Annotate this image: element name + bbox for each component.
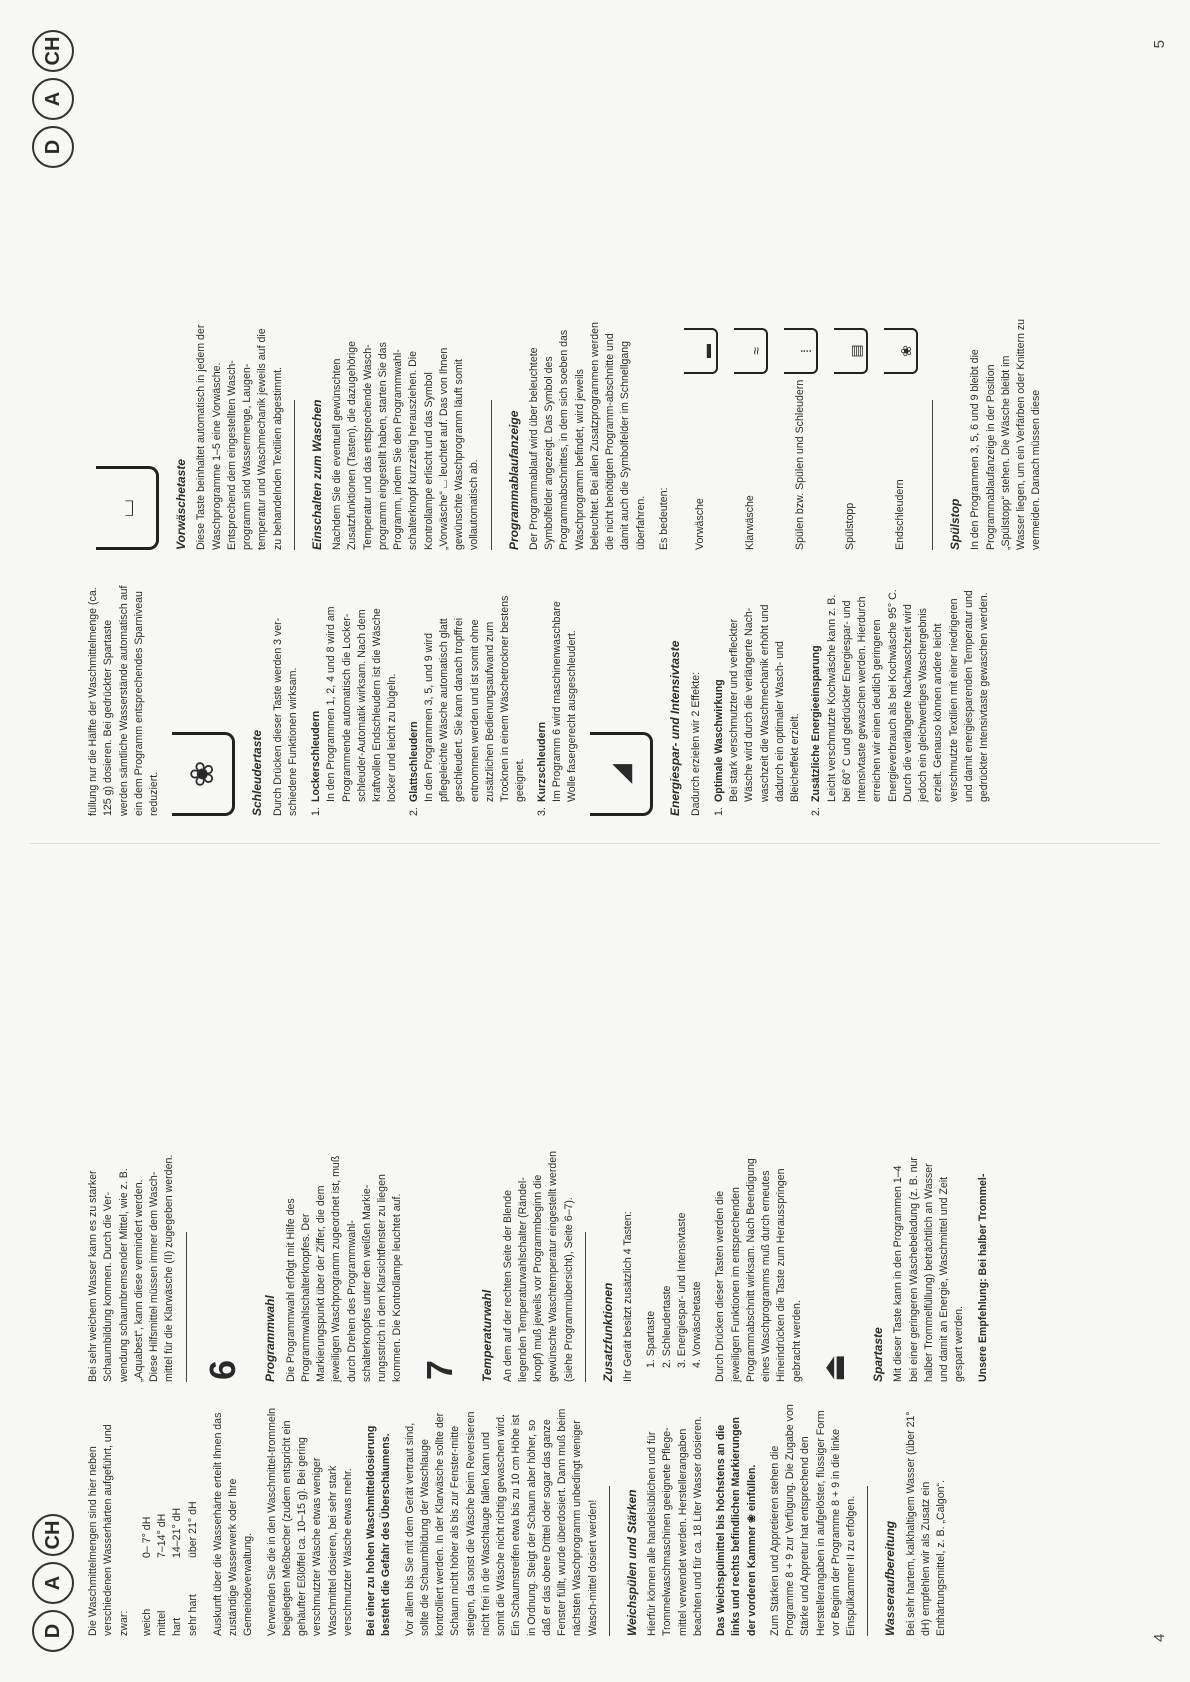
- hardness-value: 0– 7° dH: [140, 1516, 153, 1558]
- effect-list: [712, 584, 993, 816]
- heading-vorwaeschetaste: Vorwäschetaste: [174, 459, 188, 550]
- hardness-label: weich: [140, 1608, 153, 1636]
- paragraph: Durch Drücken dieser Tasten werden die jeweiligen Funktionen im entsprechenden Programmabschnitt wirksam. Nach Beendigung eines Waschprogramms muß durch erneutes Hineindrücken die Taste zum Herausspringen gebracht werden.: [714, 1158, 803, 1382]
- list-item: [407, 584, 529, 816]
- list-item: [309, 584, 401, 816]
- paragraph: Es bedeuten:: [657, 487, 670, 550]
- item-number: 2.: [407, 807, 420, 816]
- paragraph: Nachdem Sie die eventuell gewünschten Zusatzfunktionen (Tasten), die dazugehörige Temperatur und das entsprechende Wasch-programm eingestellt haben, starten Sie das Programm, indem Sie den Programmwahl-schalterknopf kurzzeitig herausziehen. Die Kontrollampe erlischt und das Symbol „Vorwäsche“ ⌴ leuchtet auf. Das von Ihnen gewünschte Waschprogramm läuft somit vollautomatisch ab.: [331, 340, 481, 550]
- heading-energiespar: Energiespar- und Intensivtaste: [668, 640, 683, 816]
- heading-wasseraufbereitung: Wasseraufbereitung: [883, 1520, 898, 1636]
- item-text: Bei stark verschmutzter und verfleckter Wäsche wird durch die verlängerte Nach-waschzeit die Waschmechanik erhöht und dadurch ein optimaler Wasch- und Bleicheffekt erzielt.: [728, 604, 802, 802]
- item-text: Im Programm 6 wird maschinenwaschbare Wolle fasergerecht ausgeschleudert.: [550, 601, 579, 802]
- divider: [491, 400, 492, 550]
- item-title: Lockerschleudern: [310, 710, 323, 802]
- badge-d: D: [32, 1610, 74, 1652]
- paragraph: Ihr Gerät besitzt zusätzlich 4 Tasten:: [622, 1211, 635, 1382]
- paragraph: In den Programmen 3, 5, 6 und 9 bleibt die Programmablaufanzeige in der Position „Spülstopp“ stehen. Die Wäsche bleibt im Wasser liegen, um ein Verfärben oder Knittern zu vermeiden. Danach müssen diese: [969, 318, 1043, 550]
- prewash-key-icon: ⌴: [96, 466, 159, 550]
- badge-ch: CH: [32, 1514, 74, 1556]
- rinse-stop-icon: ▤: [834, 328, 868, 374]
- hardness-value: 14–21° dH: [171, 1507, 184, 1558]
- heading-temperaturwahl: Temperaturwahl: [480, 1289, 495, 1382]
- divider: [585, 1232, 586, 1382]
- divider: [186, 1232, 187, 1382]
- symbol-legend: [684, 318, 918, 550]
- hardness-value: 7–14° dH: [156, 1513, 168, 1558]
- divider: [609, 1486, 610, 1636]
- paragraph: An dem auf der rechten Seite der Blende liegenden Temperaturwahlschalter (Rändel-knopf) muß jeweils vor Programmbeginn die gewünschte Waschtemperatur eingestellt werden (siehe Programmübersicht), Seite 6–7).: [501, 1150, 575, 1382]
- spin-key-icon: ❀: [172, 732, 235, 816]
- hardness-label: sehr hart: [186, 1594, 199, 1636]
- page-fold: [30, 843, 1160, 844]
- paragraph: Mit dieser Taste kann in den Programmen 1–4 bei einer geringeren Wäschebeladung (z. B. nur halber Trommelfüllung) beträchtlich an Wasser und damit an Energie, Waschmittel und Zeit gespart werden.: [892, 1157, 966, 1382]
- column-4: [86, 318, 1053, 550]
- paragraph: Die Programmwahl erfolgt mit Hilfe des Programmwahlschalterknopfes. Der Markierungspunkt über der Ziffer, die dem jeweiligen Waschprogramm zugeordnet ist, muß durch Drehen des Programmwahl-schalterknopfes unter den weißen Markie-rungsstrich in dem Klarsichtfenster zu liegen kommen. Die Kontrollampe leuchtet auf.: [284, 1155, 404, 1382]
- hardness-label: hart: [171, 1617, 184, 1636]
- item-text: In den Programmen 1, 2, 4 und 8 wird am Programmende automatisch die Locker-schleuder-Automatik wirksam. Nach dem kraftvollen Endschleudern ist die Wäsche locker und leicht zu bügeln.: [325, 606, 399, 802]
- spin-functions: [309, 584, 580, 816]
- key-item: 4. Vorwäschetaste: [691, 1281, 704, 1368]
- badge-ch: CH: [32, 30, 74, 72]
- item-text: Leicht verschmutzte Kochwäsche kann z. B. bei 60° C und gedrückter Energiespar- und Intensivtaste gewaschen werden. Hierdurch erreichen wir einen deutlich geringeren Energieverbrauch als bei Kochwäsche 95° C. Durch die verlängerte Nachwaschzeit wird jedoch ein gleichwertiges Waschergebnis erzielt. Genauso können andere leicht verschmutzte Textilien mit einer niedrigeren und damit energiesparenden Temperatur und gedrückter Intensivtaste gewaschen werden.: [825, 589, 991, 802]
- item-title: Optimale Waschwirkung: [712, 679, 725, 802]
- paragraph: Bei sehr hartem, kalkhaltigem Wasser (über 21° dH) empfehlen wir als Zusatz ein Enthärtungsmittel, z. B. „Calgon“.: [904, 1411, 948, 1636]
- divider: [294, 400, 295, 550]
- column-2: [86, 1150, 999, 1382]
- mainwash-icon: ≈: [734, 328, 768, 374]
- intro-text: Die Waschmittelmengen sind hier neben verschiedenen Wasserhärten aufgeführt, und zwar:: [87, 1424, 130, 1636]
- item-number: 1.: [310, 807, 323, 816]
- key-list: [644, 1150, 705, 1382]
- paragraph: Diese Taste beinhaltet automatisch in jedem der Waschprogramme 1–5 eine Vorwäsche. Entsprechend dem eingestellten Wasch-programm sind Wassermenge, Laugen-temperatur und Waschmechanik jeweils auf die zu behandelnden Textilien abgestimmt.: [195, 324, 284, 550]
- column-3: [86, 584, 1000, 816]
- item-title: Kurzschleudern: [535, 721, 548, 802]
- badge-d: D: [32, 126, 74, 168]
- legend-label: Klarwäsche: [744, 495, 757, 550]
- spartaste-icon: ⏏: [817, 1353, 851, 1382]
- key-item: 3. Energiespar- und Intensivtaste: [675, 1212, 688, 1368]
- item-number: 1.: [712, 807, 725, 816]
- list-item: [712, 584, 804, 816]
- item-number: 3.: [535, 807, 548, 816]
- item-number: 2.: [810, 807, 823, 816]
- recommendation-text: Unsere Empfehlung: Bei halber Trommel-: [976, 1173, 989, 1382]
- language-badges-left: [32, 1514, 74, 1652]
- paragraph: Dadurch erzielen wir 2 Effekte:: [689, 671, 702, 816]
- key-item: 2. Schleudertaste: [660, 1285, 673, 1368]
- divider: [932, 400, 933, 550]
- heading-weichspuelen: Weichspülen und Stärken: [624, 1489, 639, 1636]
- legend-label: Spülstopp: [844, 502, 857, 550]
- prewash-icon: ▬: [684, 328, 718, 374]
- heading-zusatzfunktionen: Zusatzfunktionen: [600, 1282, 615, 1382]
- heading-programmablaufanzeige: Programmablaufanzeige: [506, 410, 521, 550]
- hardness-value: über 21° dH: [186, 1501, 199, 1558]
- divider: [867, 1486, 868, 1636]
- paragraph: Bei sehr weichem Wasser kann es zu starker Schaumbildung kommen. Durch die Ver-wendung schaumbremsender Mittel, wie z. B. „Aquabest“, kann diese vermindert werden. Diese Hilfsmittel müssen immer dem Wasch-mittel für die Klarwäsche (II) zugegeben werden.: [87, 1154, 176, 1382]
- heading-spartaste: Spartaste: [871, 1327, 886, 1382]
- item-title: Glattschleudern: [407, 721, 420, 802]
- item-text: In den Programmen 3, 5, und 9 wird pflegeleichte Wäsche automatisch glatt geschleudert. Sie kann danach tropffrei entnommen werden und ist somit ohne zusätzlichen Bedienungsaufwand zum Trocknen in einem Wäschetrockner bestens geeignet.: [422, 595, 527, 802]
- legend-label: Spülen bzw. Spülen und Schleudern: [794, 379, 807, 550]
- heading-schleudertaste: Schleudertaste: [250, 729, 265, 816]
- rinse-icon: ⁞: [784, 328, 818, 374]
- paragraph: Verwenden Sie die in den Waschmittel-trommeln beigelegten Meßbecher (zudem entspricht ein gehäufter Eßlöffel ca. 10–15 g). Bei gering verschmutzter Wäsche etwas weniger Waschmittel dosieren, bei sehr stark verschmutzter Wäsche etwas mehr.: [265, 1407, 354, 1636]
- list-item: [809, 584, 992, 816]
- hardness-table: [140, 1404, 201, 1636]
- heading-einschalten: Einschalten zum Waschen: [309, 399, 324, 550]
- paragraph: füllung nur die Hälfte der Waschmittelmenge (ca. 125 g) dosieren. Bei gedrückter Spartaste werden sämtliche Wasserstände automatisch auf ein dem Programm entsprechendes Sparniveau reduziert.: [87, 585, 160, 816]
- heading-programmwahl: Programmwahl: [263, 1295, 278, 1382]
- page-number-right: 5: [1151, 40, 1168, 49]
- badge-a: A: [32, 78, 74, 120]
- paragraph: Hierfür können alle handelsüblichen und für Trommelwaschmaschinen geeignete Pflege-mittel verwendet werden. Herstellerangaben beachten und für ca. 18 Liter Wasser dosieren.: [646, 1416, 704, 1636]
- paragraph: Vor allem bis Sie mit dem Gerät vertraut sind, sollte die Schaumbildung der Waschlauge kontrolliert werden. In der Klarwäsche sollte der Schaum nicht höher als bis zur Fenster-mitte steigen, da sonst die Wäsche beim Reversieren nicht frei in die Waschlauge fallen kann und somit die Wäsche nicht richtig gewaschen wird. Ein Schaumstreifen etwa bis zu 10 cm Höhe ist in Ordnung. Steigt der Schaum aber höher, so daß er das obere Drittel oder sogar das ganze Fenster füllt, wurde überdosiert. Dann muß beim nächsten Waschprogramm unbedingt weniger Wasch-mittel dosiert werden!: [403, 1408, 599, 1636]
- paragraph: Auskunft über die Wasserhärte erteilt Ihnen das zuständige Wasserwerk oder Ihre Gemeindeverwaltung.: [211, 1412, 255, 1636]
- list-item: [535, 584, 581, 816]
- column-1: [86, 1404, 957, 1636]
- spin-icon: ❀: [884, 328, 918, 374]
- legend-label: Endschleudern: [894, 479, 907, 550]
- section-number-6: 6: [201, 1359, 243, 1380]
- paragraph: Der Programmablauf wird über beleuchtete Symbolfelder angezeigt. Das Symbol des Programmabschnittes, in dem sich soeben das Waschprogramm befindet, wird jeweils beleuchtet. Bei allen Zusatzprogrammen werden die nicht benötigten Programm-abschnitte und damit auch die Symbolfelder im Schnellgang überfahren.: [527, 322, 647, 550]
- intensive-key-icon: ◢: [590, 732, 653, 816]
- section-number-7: 7: [418, 1359, 460, 1380]
- warning-text: Bei einer zu hohen Waschmitteldosierung besteht die Gefahr des Überschäumens.: [365, 1425, 393, 1636]
- paragraph: Zum Stärken und Appretieren stehen die Programme 8 + 9 zur Verfügung. Die Zugabe von Stärke und Appretur hat entsprechend den Herstellerangaben in aufgelöster, flüssiger Form vor Beginn der Programme 8 + 9 in die linke Einspülkammer II zu erfolgen.: [768, 1404, 858, 1636]
- badge-a: A: [32, 1562, 74, 1604]
- legend-label: Vorwäsche: [694, 498, 707, 550]
- paragraph: Durch Drücken dieser Taste werden 3 ver-schiedene Funktionen wirksam.: [271, 617, 299, 816]
- heading-spuelstop: Spülstop: [948, 498, 963, 550]
- bold-instruction: Das Weichspülmittel bis höchstens an die links und rechts befindlichen Markierungen der vorderen Kammer ❀ einfüllen.: [715, 1417, 758, 1636]
- page-number-left: 4: [1151, 1633, 1168, 1642]
- language-badges-right: [32, 30, 74, 168]
- key-item: 1. Spartaste: [645, 1310, 658, 1368]
- hardness-label: mittel: [156, 1610, 168, 1636]
- item-title: Zusätzliche Energieeinsparung: [810, 645, 823, 802]
